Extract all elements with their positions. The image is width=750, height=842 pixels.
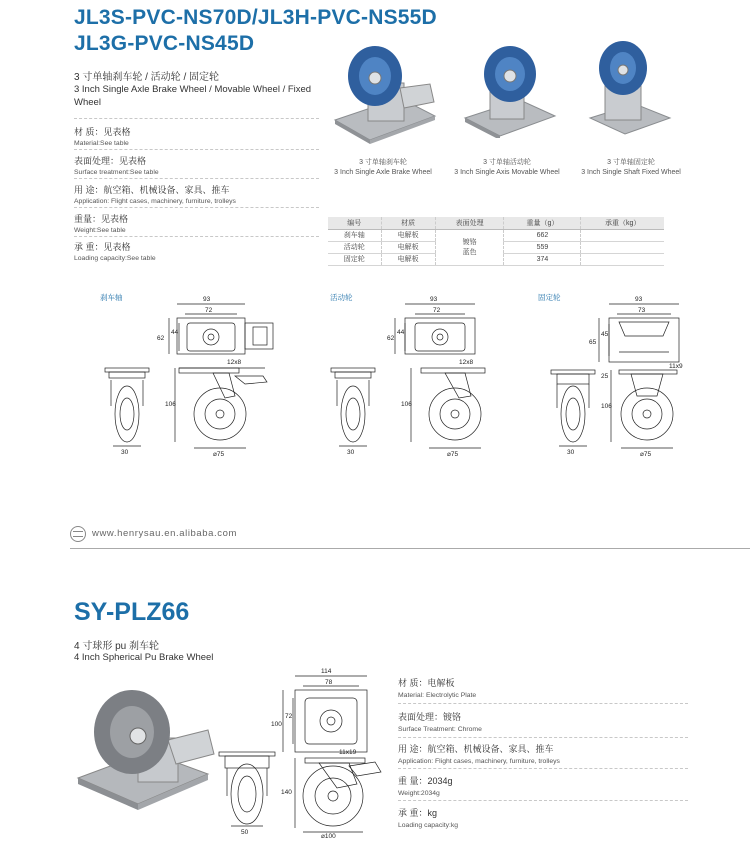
- property-weight: 重量：见表格 Weight:See table: [74, 214, 129, 234]
- property-loading: 承 重：见表格 Loading capacity:See table: [74, 242, 156, 262]
- svg-text:73: 73: [638, 307, 646, 314]
- svg-text:45: 45: [601, 331, 609, 338]
- brake-wheel-caption: 3 寸单轴刹车轮 3 Inch Single Axle Brake Wheel: [334, 159, 432, 176]
- divider: [398, 768, 688, 769]
- svg-text:30: 30: [121, 449, 129, 456]
- movable-wheel-photo: [460, 38, 560, 138]
- svg-text:106: 106: [401, 401, 412, 408]
- column-header: 重量（g）: [504, 217, 581, 229]
- subtitle-chinese: 3 寸单轴刹车轮 / 活动轮 / 固定轮: [74, 72, 220, 83]
- column-header: 编号: [328, 217, 381, 229]
- svg-text:62: 62: [387, 335, 395, 342]
- movable-wheel-caption: 3 寸单轴活动轮 3 Inch Single Axis Movable Wheel: [454, 159, 560, 176]
- svg-text:30: 30: [347, 449, 355, 456]
- subtitle-english: 3 Inch Single Axle Brake Wheel / Movable Wheel / Fixed Wheel: [74, 84, 312, 108]
- divider: [398, 737, 688, 738]
- svg-text:12x8: 12x8: [459, 359, 474, 366]
- svg-text:106: 106: [601, 403, 612, 410]
- svg-text:72: 72: [205, 307, 213, 314]
- table-row: 固定轮 电解板 374: [328, 253, 664, 265]
- product2-property-loading: 承 重：kg Loading capacity:kg: [398, 808, 459, 829]
- spherical-wheel-technical-drawing: [215, 666, 390, 838]
- drawing-label-brake: 刹车轴: [100, 293, 123, 302]
- svg-text:140: 140: [281, 789, 292, 796]
- svg-text:106: 106: [165, 401, 176, 408]
- column-header: 表面处理: [435, 217, 504, 229]
- brake-wheel-technical-drawing: [95, 296, 295, 456]
- svg-text:72: 72: [285, 713, 293, 720]
- svg-text:⌀75: ⌀75: [213, 451, 225, 456]
- fixed-wheel-photo: [585, 38, 675, 138]
- product2-property-surface: 表面处理：镀铬 Surface Treatment: Chrome: [398, 712, 482, 733]
- svg-text:⌀75: ⌀75: [640, 451, 652, 456]
- property-material: 材 质：见表格 Material:See table: [74, 127, 131, 147]
- movable-wheel-technical-drawing: [325, 296, 515, 456]
- product-title-line1: JL3S-PVC-NS70D/JL3H-PVC-NS55D: [74, 6, 437, 29]
- product2-property-application: 用 途：航空箱、机械设备、家具、推车 Application: Flight cases, machinery, furniture, trolleys: [398, 744, 560, 765]
- drawing-label-movable: 活动轮: [330, 293, 353, 302]
- svg-text:11x19: 11x19: [339, 749, 357, 756]
- column-header: 承重（kg）: [581, 217, 664, 229]
- table-header-row: [328, 217, 664, 229]
- globe-logo-icon: [70, 526, 86, 542]
- product2-subtitle-english: 4 Inch Spherical Pu Brake Wheel: [74, 652, 214, 663]
- divider: [74, 118, 319, 119]
- divider: [74, 149, 319, 150]
- table-row: 活动轮 电解板 559: [328, 241, 664, 253]
- product2-subtitle-chinese: 4 寸球形 pu 刹车轮: [74, 641, 160, 652]
- svg-text:11x9: 11x9: [669, 363, 683, 370]
- svg-text:25: 25: [601, 373, 609, 380]
- svg-text:44: 44: [171, 329, 179, 336]
- spec-table: [328, 217, 664, 266]
- svg-text:⌀75: ⌀75: [447, 451, 459, 456]
- surface-cell: 镀铬 蓝色: [435, 229, 504, 265]
- svg-text:62: 62: [157, 335, 165, 342]
- svg-text:44: 44: [397, 329, 405, 336]
- svg-text:12x8: 12x8: [227, 359, 242, 366]
- svg-text:65: 65: [589, 339, 597, 346]
- fixed-wheel-caption: 3 寸单轴固定轮 3 Inch Single Shaft Fixed Wheel: [581, 159, 681, 176]
- product-title-line2: JL3G-PVC-NS45D: [74, 32, 255, 55]
- divider: [74, 207, 319, 208]
- footer-bar: [70, 524, 750, 544]
- property-application: 用 途：航空箱、机械设备、家具、推车 Application: Flight cases, machinery, furniture, trolleys: [74, 185, 236, 205]
- spherical-wheel-photo: [68, 682, 218, 812]
- drawing-label-fixed: 固定轮: [538, 293, 561, 302]
- svg-text:114: 114: [321, 668, 332, 675]
- property-surface: 表面处理：见表格 Surface treatment:See table: [74, 156, 159, 176]
- svg-text:100: 100: [271, 721, 282, 728]
- column-header: 材质: [381, 217, 435, 229]
- divider: [398, 703, 688, 704]
- footer-url[interactable]: www.henrysau.en.alibaba.com: [92, 528, 238, 539]
- svg-text:⌀100: ⌀100: [321, 833, 336, 838]
- product2-property-material: 材 质：电解板 Material: Electrolytic Plate: [398, 678, 477, 699]
- table-row: 刹车轴 电解板 镀铬 蓝色 662: [328, 229, 664, 241]
- svg-text:78: 78: [325, 679, 333, 686]
- product2-title: SY-PLZ66: [74, 598, 190, 626]
- divider: [70, 548, 750, 549]
- svg-text:93: 93: [635, 296, 643, 303]
- divider: [74, 236, 319, 237]
- divider: [398, 800, 688, 801]
- svg-text:50: 50: [241, 829, 249, 836]
- svg-text:72: 72: [433, 307, 441, 314]
- svg-text:93: 93: [203, 296, 211, 303]
- brake-wheel-photo: [330, 38, 440, 146]
- product2-property-weight: 重 量：2034g Weight:2034g: [398, 776, 453, 797]
- fixed-wheel-technical-drawing: [545, 296, 695, 456]
- divider: [74, 178, 319, 179]
- svg-text:30: 30: [567, 449, 575, 456]
- svg-text:93: 93: [430, 296, 438, 303]
